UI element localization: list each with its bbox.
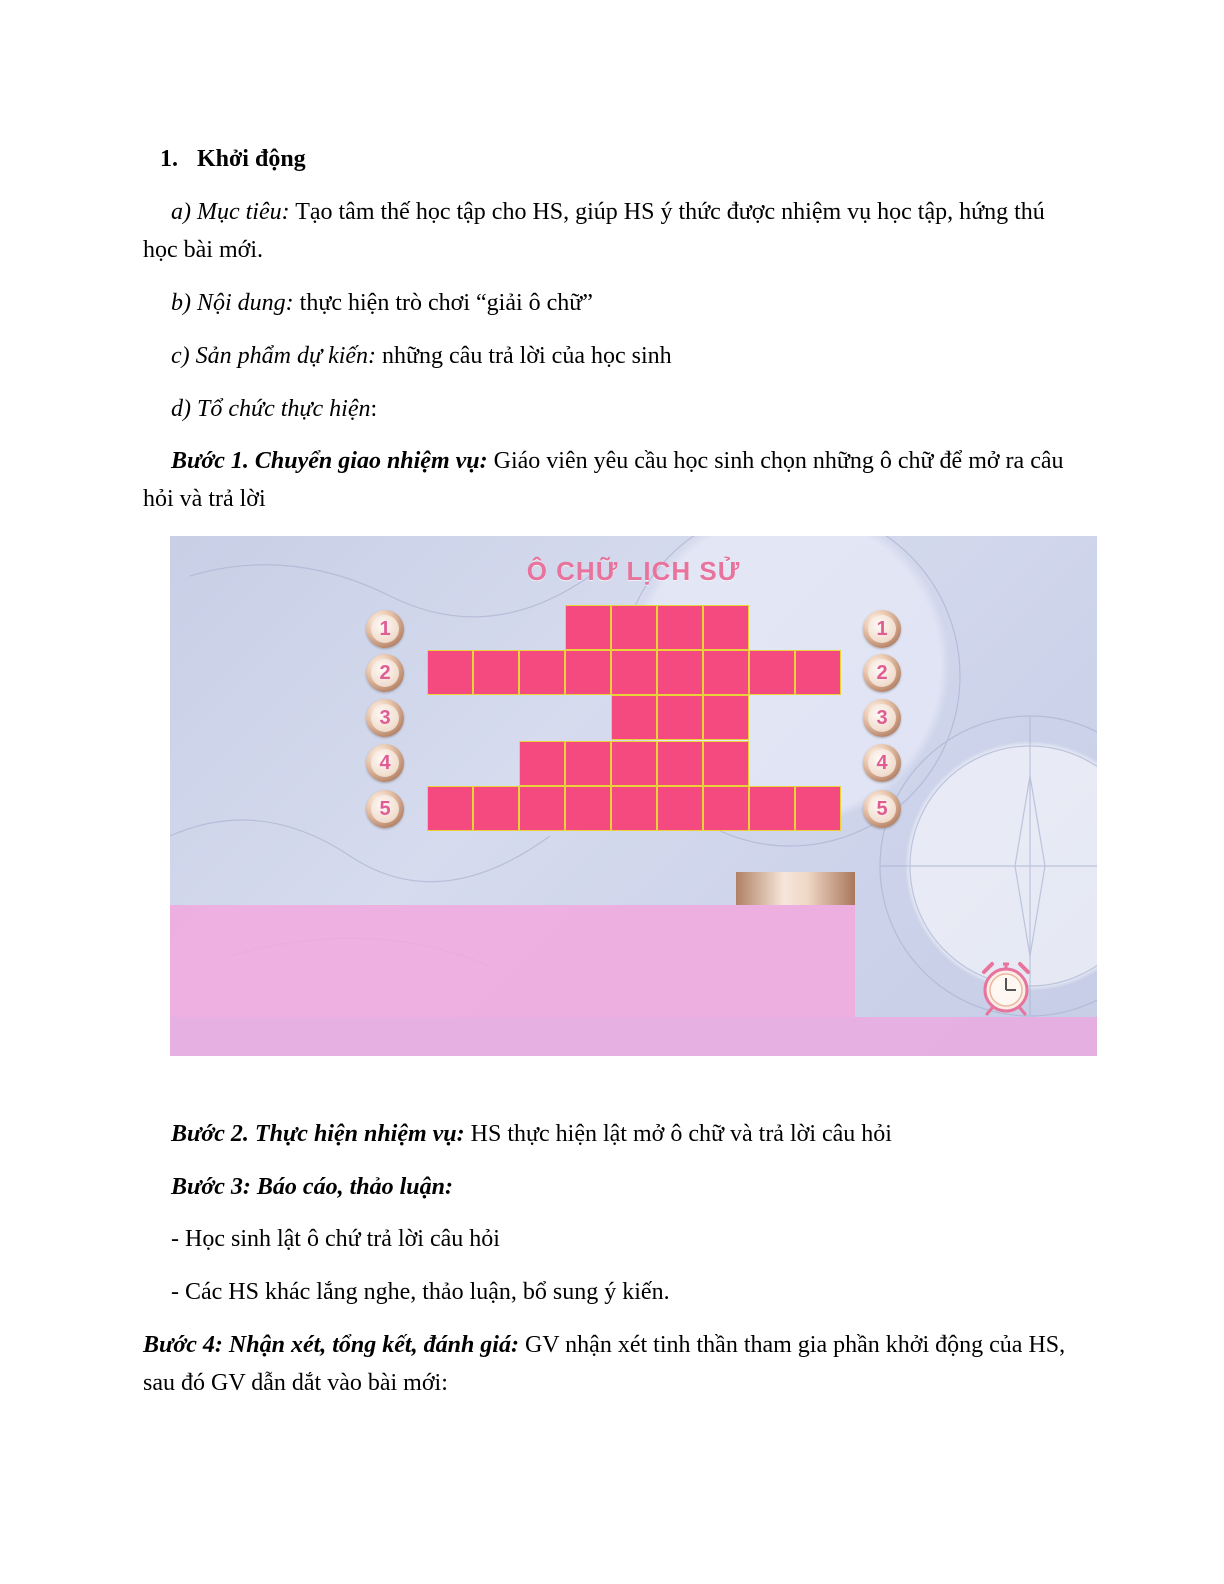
- content-label: b) Nội dung:: [171, 290, 294, 316]
- crossword-cell-r2-c2[interactable]: [473, 650, 519, 695]
- answer-plate[interactable]: [736, 872, 855, 905]
- step2-label: Bước 2. Thực hiện nhiệm vụ:: [171, 1121, 465, 1147]
- crossword-cell-r2-c4[interactable]: [565, 650, 611, 695]
- row-5-right-button[interactable]: 5: [863, 790, 901, 828]
- crossword-slide: [170, 536, 1097, 1056]
- crossword-cell-r4-c5[interactable]: [611, 741, 657, 786]
- crossword-cell-r5-c5[interactable]: [611, 786, 657, 831]
- crossword-cell-r5-c7[interactable]: [703, 786, 749, 831]
- section-number: 1.: [160, 146, 178, 172]
- step2-text: HS thực hiện lật mở ô chữ và trả lời câu hỏi: [464, 1121, 892, 1147]
- row-3-right-button[interactable]: 3: [863, 699, 901, 737]
- crossword-cell-r5-c3[interactable]: [519, 786, 565, 831]
- objective-text: Tạo tâm thế học tập cho HS, giúp HS ý thức được nhiệm vụ học tập, hứng thú học bài mới.: [143, 199, 1045, 263]
- crossword-cell-r4-c7[interactable]: [703, 741, 749, 786]
- product-text: những câu trả lời của học sinh: [376, 343, 672, 369]
- step4-text: GV nhận xét tinh thần tham gia phần khởi động của HS, sau đó GV dẫn dắt vào bài mới:: [143, 1332, 1066, 1396]
- paragraph-step4: [143, 1326, 1073, 1402]
- paragraph-step2: [143, 1115, 1073, 1153]
- organization-text: :: [370, 396, 378, 422]
- section-heading: [160, 140, 1090, 178]
- crossword-cell-r4-c4[interactable]: [565, 741, 611, 786]
- crossword-cell-r3-c6[interactable]: [657, 695, 703, 740]
- product-label: c) Sản phẩm dự kiến:: [171, 343, 377, 369]
- slide-title: Ô CHỮ LỊCH SỬ: [526, 556, 741, 586]
- crossword-cell-r1-c6[interactable]: [657, 605, 703, 650]
- organization-label: d) Tổ chức thực hiện: [171, 396, 371, 422]
- crossword-cell-r5-c9[interactable]: [795, 786, 841, 831]
- paragraph-product: [143, 337, 1073, 375]
- paragraph-step3: [143, 1168, 1073, 1206]
- crossword-cell-r5-c4[interactable]: [565, 786, 611, 831]
- section-title: Khởi động: [197, 146, 306, 172]
- paragraph-organization: [143, 390, 1073, 428]
- row-3-left-button[interactable]: 3: [366, 699, 404, 737]
- row-1-left-button[interactable]: 1: [366, 610, 404, 648]
- crossword-cell-r4-c6[interactable]: [657, 741, 703, 786]
- crossword-cell-r2-c7[interactable]: [703, 650, 749, 695]
- row-5-left-button[interactable]: 5: [366, 790, 404, 828]
- step3-label: Bước 3: Báo cáo, thảo luận:: [171, 1174, 453, 1200]
- question-panel: [170, 905, 855, 1017]
- crossword-cell-r4-c3[interactable]: [519, 741, 565, 786]
- step1-text: Giáo viên yêu cầu học sinh chọn những ô chữ để mở ra câu hỏi và trả lời: [143, 448, 1064, 512]
- row-2-right-button[interactable]: 2: [863, 654, 901, 692]
- crossword-cell-r1-c5[interactable]: [611, 605, 657, 650]
- paragraph-objective: [143, 193, 1073, 269]
- crossword-cell-r2-c6[interactable]: [657, 650, 703, 695]
- bullet-item: - Các HS khác lắng nghe, thảo luận, bổ sung ý kiến.: [171, 1279, 670, 1305]
- crossword-cell-r2-c5[interactable]: [611, 650, 657, 695]
- bottom-bar: [170, 1017, 1097, 1056]
- row-2-left-button[interactable]: 2: [366, 654, 404, 692]
- crossword-cell-r5-c6[interactable]: [657, 786, 703, 831]
- step1-label: Bước 1. Chuyển giao nhiệm vụ:: [171, 448, 488, 474]
- content-text: thực hiện trò chơi “giải ô chữ”: [293, 290, 593, 316]
- crossword-cell-r5-c8[interactable]: [749, 786, 795, 831]
- alarm-clock-icon[interactable]: [976, 956, 1036, 1018]
- row-4-left-button[interactable]: 4: [366, 744, 404, 782]
- crossword-cell-r2-c3[interactable]: [519, 650, 565, 695]
- crossword-cell-r3-c7[interactable]: [703, 695, 749, 740]
- crossword-cell-r2-c1[interactable]: [427, 650, 473, 695]
- objective-label: a) Mục tiêu:: [171, 199, 290, 225]
- crossword-cell-r5-c1[interactable]: [427, 786, 473, 831]
- step4-label: Bước 4: Nhận xét, tổng kết, đánh giá:: [143, 1332, 519, 1358]
- paragraph-content: [143, 284, 1073, 322]
- crossword-cell-r5-c2[interactable]: [473, 786, 519, 831]
- paragraph-step1: [143, 442, 1073, 518]
- crossword-cell-r3-c5[interactable]: [611, 695, 657, 740]
- crossword-cell-r2-c8[interactable]: [749, 650, 795, 695]
- crossword-cell-r1-c7[interactable]: [703, 605, 749, 650]
- bullet-item: - Học sinh lật ô chứ trả lời câu hỏi: [171, 1226, 500, 1252]
- row-1-right-button[interactable]: 1: [863, 610, 901, 648]
- crossword-cell-r1-c4[interactable]: [565, 605, 611, 650]
- crossword-cell-r2-c9[interactable]: [795, 650, 841, 695]
- row-4-right-button[interactable]: 4: [863, 744, 901, 782]
